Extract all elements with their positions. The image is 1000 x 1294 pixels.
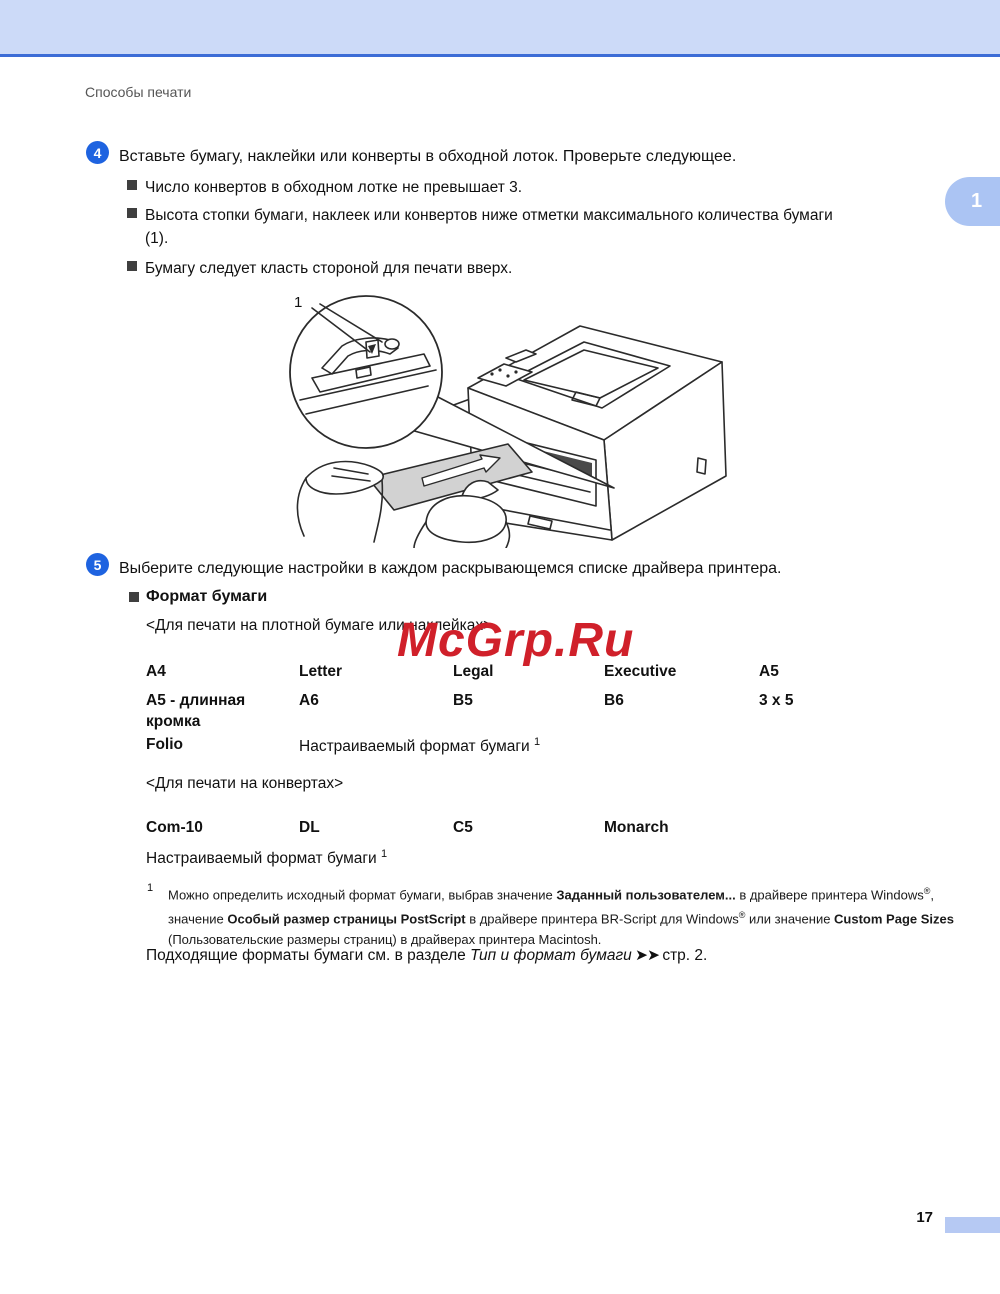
paper-size-row [146, 663, 779, 681]
footer-accent-block [945, 1217, 1000, 1233]
bullet-square-icon [129, 592, 139, 602]
footnote-segment: в драйвере принтера BR-Script для Windows [465, 911, 739, 927]
left-hand [297, 462, 383, 542]
registered-mark: ® [738, 910, 746, 921]
envelope-heading: <Для печати на конвертах> [146, 775, 344, 792]
thick-paper-heading: <Для печати на плотной бумаге или наклейках> [146, 617, 493, 634]
paper-size-cell: Com-10 [146, 819, 203, 836]
site-watermark: McGrp.Ru [397, 614, 635, 667]
step-4-number: 4 [93, 144, 102, 161]
bullet-square-icon [127, 180, 137, 190]
step-4-bullet-3: Бумагу следует класть стороной для печати вверх. [145, 260, 513, 277]
double-arrow-icon: ➤➤ [631, 947, 663, 964]
paper-size-cell: Monarch [604, 819, 669, 836]
paper-size-cell: 3 x 5 [759, 692, 794, 709]
header-band [0, 0, 1000, 57]
custom-format-text: Настраиваемый формат бумаги [146, 850, 381, 868]
step-4-text: Вставьте бумагу, наклейки или конверты в обходной лоток. Проверьте следующее. [119, 148, 737, 165]
see-also-lead: Подходящие форматы бумаги см. в разделе [146, 947, 471, 964]
see-also-page: стр. 2. [662, 947, 708, 964]
paper-size-row [146, 736, 540, 756]
paper-size-row [146, 690, 793, 732]
bullet-square-icon [127, 261, 137, 271]
bullet-square-icon [127, 208, 137, 218]
custom-format-cell [146, 848, 387, 868]
footnote-segment-bold: Заданный пользователем... [556, 887, 736, 903]
footnote-ref: 1 [380, 848, 388, 860]
paper-size-cell: Legal [453, 663, 494, 680]
custom-format-text: Настраиваемый формат бумаги [299, 738, 534, 756]
footnote-segment-bold: Custom Page Sizes [834, 911, 954, 927]
paper-size-cell: A5 - длинная кромка [146, 692, 246, 730]
chapter-tab [945, 177, 1000, 226]
paper-size-cell: C5 [453, 819, 473, 836]
envelope-size-row [146, 819, 759, 837]
footnote-segment: или значение [745, 911, 835, 927]
custom-format-cell [299, 736, 540, 756]
see-also-reference: Тип и формат бумаги [470, 947, 632, 964]
paper-size-cell: B5 [453, 692, 473, 709]
step-4-bullet-2-line-1: Высота стопки бумаги, наклеек или конвертов ниже отметки максимального количества бумаги [145, 207, 833, 224]
see-also-line [146, 946, 707, 965]
page-number: 17 [916, 1209, 933, 1226]
footnote-segment: (Пользовательские размеры страниц) в драйверах принтера Macintosh. [168, 931, 602, 947]
step-4-bullet-2 [145, 204, 940, 250]
footnote-segment: в драйвере принтера Windows [735, 887, 924, 903]
paper-size-cell: A6 [299, 692, 319, 709]
paper-size-cell: Letter [299, 663, 343, 680]
format-section-title: Формат бумаги [146, 588, 268, 605]
paper-size-cell: A4 [146, 663, 166, 680]
paper-size-cell: Executive [604, 663, 677, 680]
footnote-segment-bold: Особый размер страницы PostScript [227, 911, 466, 927]
paper-size-cell: A5 [759, 663, 779, 680]
running-head: Способы печати [85, 84, 192, 100]
step-5-badge [86, 553, 109, 576]
step-4-bullet-2-line-2: (1). [145, 230, 169, 247]
printer-illustration [278, 282, 734, 548]
registered-mark: ® [923, 886, 931, 896]
paper-size-cell: Folio [146, 736, 184, 753]
step-4-badge [86, 141, 109, 164]
paper-size-cell: DL [299, 819, 320, 836]
footnote-segment: Можно определить исходный формат бумаги, выбрав значение [168, 887, 557, 903]
footnote-marker: 1 [147, 882, 154, 894]
footnote-segment: , значение [168, 887, 935, 927]
step-5-number: 5 [93, 556, 102, 573]
step-5-text: Выберите следующие настройки в каждом раскрывающемся списке драйвера принтера. [119, 560, 782, 577]
chapter-tab-label: 1 [970, 190, 983, 212]
callout-label: 1 [294, 294, 303, 311]
footnote-text [168, 881, 978, 950]
footnote-ref: 1 [533, 736, 541, 748]
paper-size-cell: B6 [604, 692, 624, 709]
step-4-bullet-1: Число конвертов в обходном лотке не превышает 3. [145, 179, 523, 196]
